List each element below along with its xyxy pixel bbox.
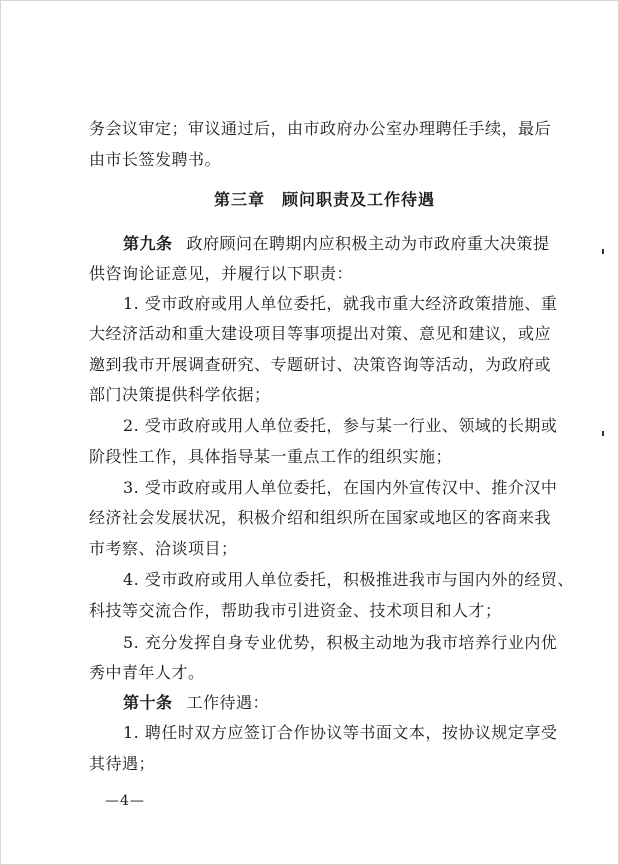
article-nine-first-line bbox=[123, 234, 550, 254]
list-item-line: 3. 受市政府或用人单位委托，在国内外宣传汉中、推介汉中 bbox=[123, 478, 558, 497]
text-line: 由市长签发聘书。 bbox=[89, 150, 222, 169]
list-item-line: 大经济活动和重大建设项目等事项提出对策、意见和建议，或应 bbox=[89, 324, 552, 343]
list-item-line: 市考察、洽谈项目； bbox=[89, 539, 238, 558]
list-item-line: 1. 受市政府或用人单位委托，就我市重大经济政策措施、重 bbox=[123, 294, 558, 313]
chapter-title: 第三章 顾问职责及工作待遇 bbox=[214, 190, 436, 209]
margin-mark bbox=[602, 431, 604, 436]
list-item-line: 阶段性工作，具体指导某一重点工作的组织实施； bbox=[89, 447, 453, 466]
text-line: 务会议审定；审议通过后，由市政府办公室办理聘任手续，最后 bbox=[89, 119, 552, 138]
list-item-line: 其待遇； bbox=[89, 754, 156, 773]
list-item-line: 邀到我市开展调查研究、专题研讨、决策咨询等活动，为政府或 bbox=[89, 355, 552, 374]
list-item-line: 4. 受市政府或用人单位委托，积极推进我市与国内外的经贸、 bbox=[123, 570, 574, 589]
list-item-line: 1. 聘任时双方应签订合作协议等书面文本，按协议规定享受 bbox=[123, 723, 558, 742]
margin-mark bbox=[602, 249, 604, 254]
article-nine-label: 第九条 bbox=[123, 234, 173, 253]
article-ten-label: 第十条 bbox=[123, 693, 173, 712]
text-line: 供咨询论证意见，并履行以下职责： bbox=[89, 264, 354, 283]
page-number: —4— bbox=[105, 793, 145, 809]
list-item-line: 经济社会发展状况，积极介绍和组织所在国家或地区的客商来我 bbox=[89, 508, 552, 527]
article-ten-text: 工作待遇： bbox=[186, 693, 270, 712]
article-ten-line bbox=[123, 693, 269, 713]
list-item-line: 秀中青年人才。 bbox=[89, 663, 205, 682]
article-nine-text: 政府顾问在聘期内应积极主动为市政府重大决策提 bbox=[186, 234, 550, 253]
list-item-line: 科技等交流合作，帮助我市引进资金、技术项目和人才； bbox=[89, 601, 502, 620]
list-item-line: 2. 受市政府或用人单位委托，参与某一行业、领域的长期或 bbox=[123, 416, 558, 435]
list-item-line: 部门决策提供科学依据； bbox=[89, 385, 271, 404]
list-item-line: 5. 充分发挥自身专业优势，积极主动地为我市培养行业内优 bbox=[123, 633, 558, 652]
